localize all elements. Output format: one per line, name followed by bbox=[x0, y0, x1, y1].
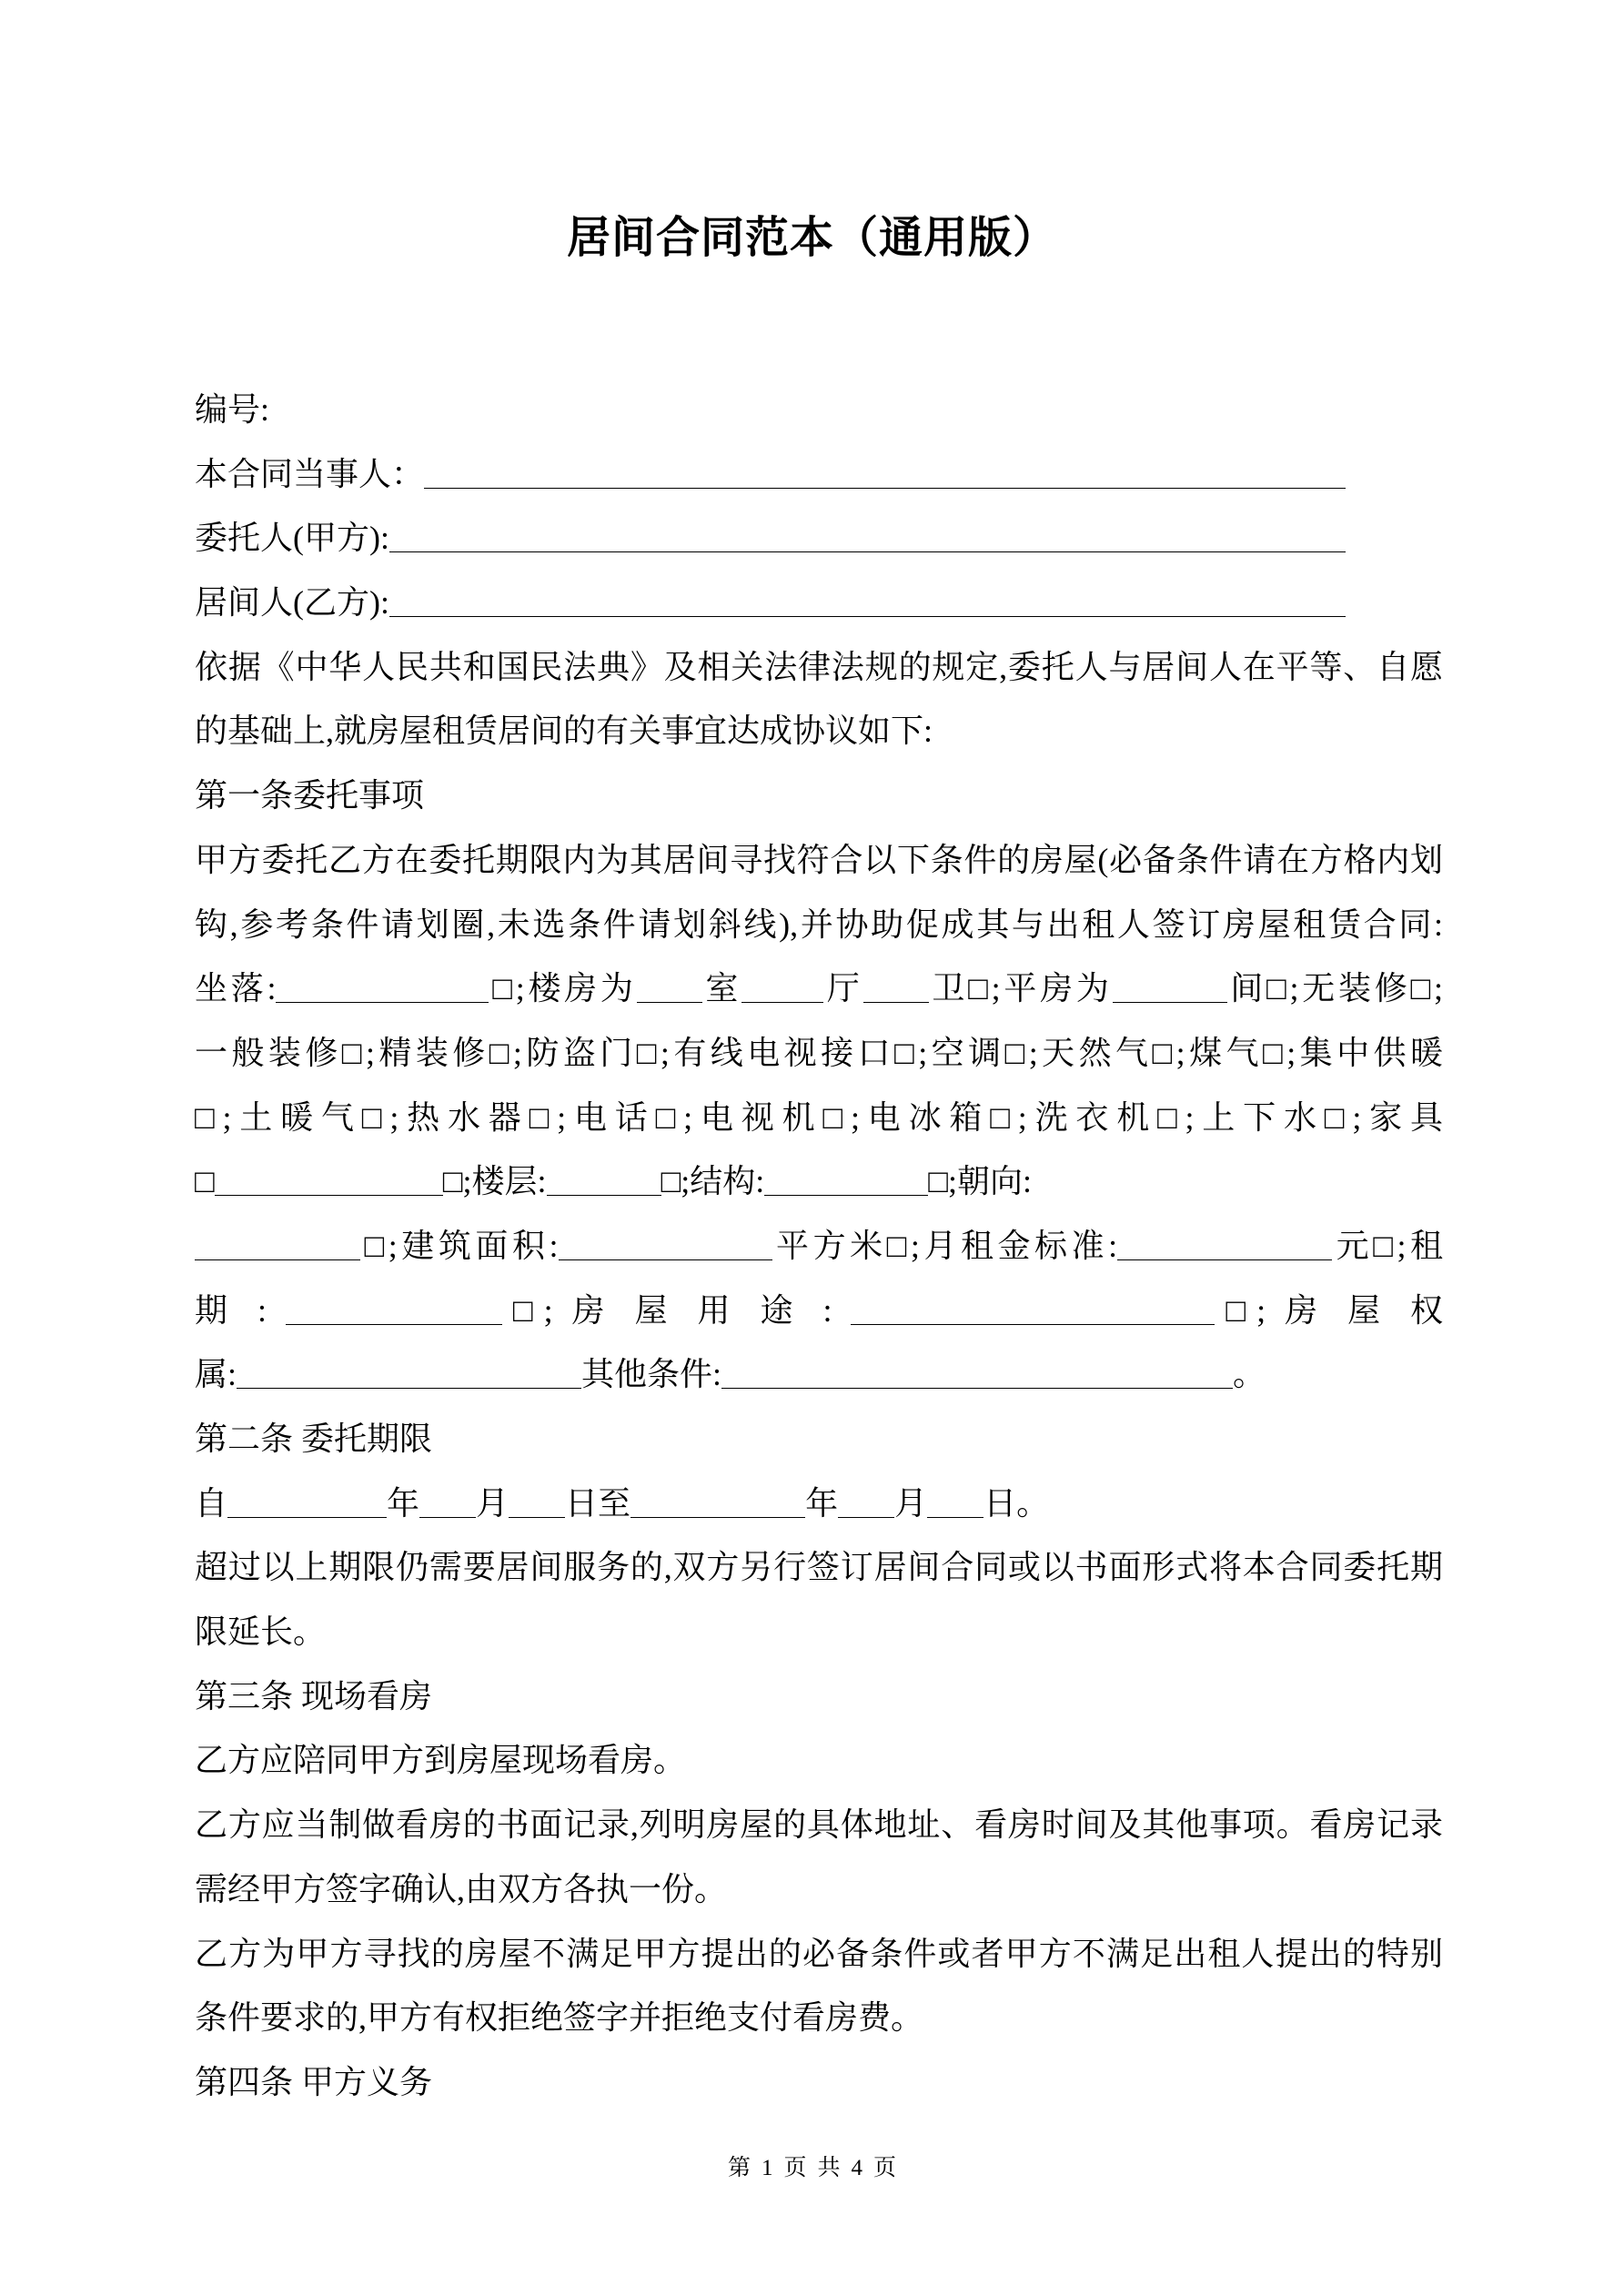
text: □;楼层: bbox=[442, 1163, 547, 1200]
text: 平方米□;月租金标准: bbox=[772, 1227, 1118, 1264]
location-blank[interactable] bbox=[276, 975, 489, 1003]
text: 年 bbox=[805, 1484, 839, 1522]
ownership-blank[interactable] bbox=[237, 1360, 581, 1389]
document-title: 居间合同范本（通用版） bbox=[566, 212, 1057, 263]
text: □; 房 屋 权 bbox=[1215, 1291, 1444, 1329]
parties-line bbox=[195, 442, 1443, 507]
parties-blank[interactable] bbox=[424, 460, 1346, 489]
start-year-blank[interactable] bbox=[227, 1490, 387, 1518]
intro-line: 的基础上,就房屋租赁居间的有关事宜达成协议如下: bbox=[195, 713, 933, 750]
text: 年 bbox=[387, 1484, 420, 1522]
conditions-line bbox=[195, 1342, 1443, 1407]
broker-blank[interactable] bbox=[389, 589, 1346, 617]
contract-body bbox=[195, 378, 1443, 2115]
article-3-text: 乙方为甲方寻找的房屋不满足甲方提出的必备条件或者甲方不满足出租人提出的特别 bbox=[195, 1935, 1443, 1972]
text: 室 bbox=[701, 970, 742, 1007]
text: 期 : bbox=[195, 1291, 267, 1329]
article-1-text: 钩,参考条件请划圈,未选条件请划斜线),并协助促成其与出租人签订房屋租赁合同: bbox=[195, 905, 1443, 943]
floor-blank[interactable] bbox=[547, 1168, 661, 1196]
text: 自 bbox=[195, 1484, 228, 1522]
rooms-blank[interactable] bbox=[637, 975, 702, 1003]
text: □; 房 屋 用 途 : bbox=[501, 1291, 832, 1329]
client-blank[interactable] bbox=[389, 524, 1346, 552]
text: □;楼房为 bbox=[489, 970, 637, 1007]
conditions-line: 一般装修□;精装修□;防盗门□;有线电视接口□;空调□;天然气□;煤气□;集中供暖 bbox=[195, 1034, 1443, 1071]
text: 属: bbox=[195, 1356, 237, 1393]
start-month-blank[interactable] bbox=[419, 1490, 476, 1518]
text: 第 bbox=[727, 2156, 751, 2180]
text: 厅 bbox=[823, 970, 863, 1007]
text: 页 bbox=[783, 2156, 807, 2180]
article-3-text: 乙方应当制做看房的书面记录,列明房屋的具体地址、看房时间及其他事项。看房记录 bbox=[195, 1806, 1443, 1844]
other-conditions-blank[interactable] bbox=[721, 1360, 1233, 1389]
text: 坐落: bbox=[195, 970, 277, 1007]
text: 。 bbox=[1233, 1356, 1266, 1393]
broker-label: 居间人(乙方): bbox=[195, 584, 389, 622]
text: 共 bbox=[817, 2156, 841, 2180]
article-2-title: 第二条 委托期限 bbox=[195, 1421, 433, 1457]
conditions-line bbox=[195, 1149, 1443, 1214]
area-blank[interactable] bbox=[559, 1232, 772, 1260]
term-blank[interactable] bbox=[286, 1297, 502, 1325]
intro-line: 依据《中华人民共和国民法典》及相关法律法规的规定,委托人与居间人在平等、自愿 bbox=[195, 648, 1443, 685]
text: 日至 bbox=[565, 1484, 631, 1522]
text: □;朝向: bbox=[928, 1163, 1032, 1200]
article-4-title: 第四条 甲方义务 bbox=[195, 2063, 433, 2100]
article-2-text: 限延长。 bbox=[195, 1613, 327, 1651]
end-month-blank[interactable] bbox=[838, 1490, 894, 1518]
page-total: 4 bbox=[851, 2156, 863, 2180]
end-year-blank[interactable] bbox=[630, 1490, 805, 1518]
article-3-title: 第三条 现场看房 bbox=[195, 1677, 433, 1714]
conditions-line bbox=[195, 1214, 1443, 1279]
text: 月 bbox=[476, 1484, 509, 1522]
text: □ bbox=[195, 1163, 215, 1200]
baths-blank[interactable] bbox=[863, 975, 929, 1003]
orientation-blank[interactable] bbox=[195, 1232, 360, 1260]
article-3-text: 需经甲方签字确认,由双方各执一份。 bbox=[195, 1870, 728, 1907]
text: 月 bbox=[894, 1484, 928, 1522]
start-day-blank[interactable] bbox=[509, 1490, 565, 1518]
contract-number bbox=[195, 378, 1443, 442]
period-line bbox=[195, 1472, 1443, 1536]
structure-blank[interactable] bbox=[764, 1168, 928, 1196]
text: 元□;租 bbox=[1332, 1227, 1444, 1264]
furniture-blank[interactable] bbox=[215, 1168, 443, 1196]
text: 卫□;平房为 bbox=[928, 970, 1113, 1007]
text: 日。 bbox=[983, 1484, 1050, 1522]
text: 页 bbox=[873, 2156, 897, 2180]
end-day-blank[interactable] bbox=[927, 1490, 983, 1518]
article-2-text: 超过以上期限仍需要居间服务的,双方另行签订居间合同或以书面形式将本合同委托期 bbox=[195, 1549, 1443, 1586]
halls-blank[interactable] bbox=[741, 975, 823, 1003]
article-3-text: 条件要求的,甲方有权拒绝签字并拒绝支付看房费。 bbox=[195, 1999, 924, 2037]
article-1-title: 第一条委托事项 bbox=[195, 777, 425, 814]
page-number: 1 bbox=[761, 2156, 773, 2180]
text: □;建筑面积: bbox=[360, 1227, 559, 1264]
client-line bbox=[195, 506, 1443, 571]
conditions-line bbox=[195, 956, 1443, 1021]
rent-blank[interactable] bbox=[1117, 1232, 1332, 1260]
article-3-text: 乙方应陪同甲方到房屋现场看房。 bbox=[195, 1742, 687, 1779]
number-label: 编号: bbox=[195, 391, 270, 428]
conditions-line: □;土暖气□;热水器□;电话□;电视机□;电冰箱□;洗衣机□;上下水□;家具 bbox=[195, 1098, 1443, 1136]
broker-line bbox=[195, 571, 1443, 635]
article-1-text: 甲方委托乙方在委托期限内为其居间寻找符合以下条件的房屋(必备条件请在方格内划 bbox=[195, 841, 1443, 878]
text: □;结构: bbox=[661, 1163, 765, 1200]
bungalow-rooms-blank[interactable] bbox=[1113, 975, 1227, 1003]
conditions-line bbox=[195, 1279, 1443, 1343]
text: 其他条件: bbox=[581, 1356, 722, 1393]
client-label: 委托人(甲方): bbox=[195, 520, 389, 557]
text: 间□;无装修□; bbox=[1226, 970, 1443, 1007]
parties-label: 本合同当事人： bbox=[195, 455, 425, 492]
usage-blank[interactable] bbox=[851, 1297, 1215, 1325]
page-footer bbox=[0, 2149, 1624, 2182]
